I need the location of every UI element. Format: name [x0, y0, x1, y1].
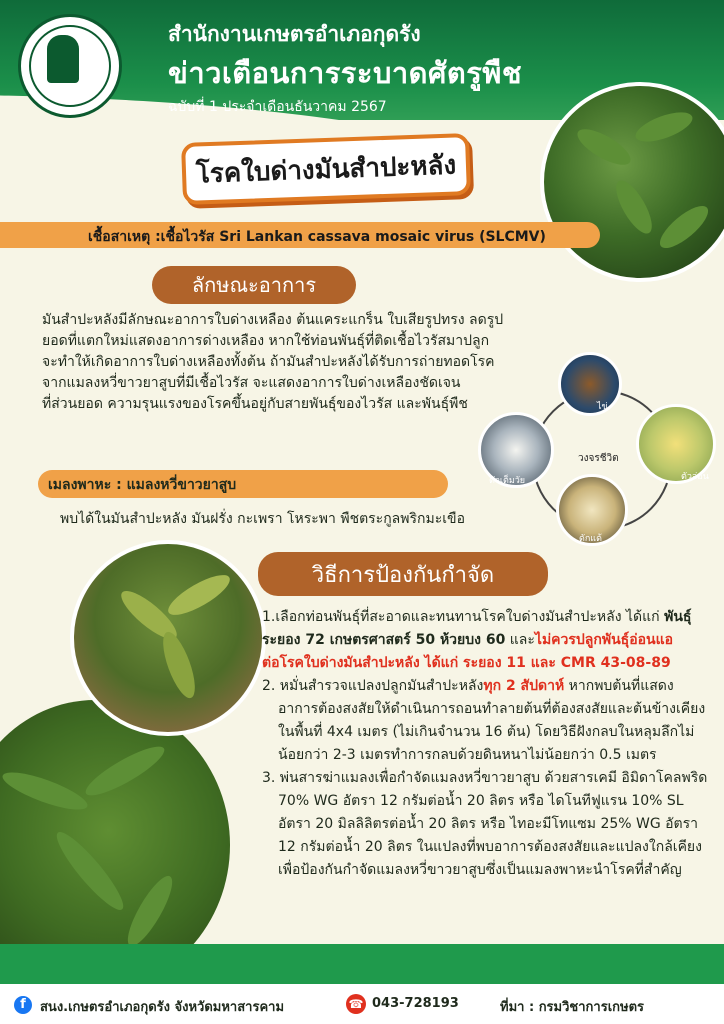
footer-source: ที่มา : กรมวิชาการเกษตร	[500, 1000, 644, 1015]
step-1-line-2	[262, 629, 712, 652]
step-2-line-1	[262, 675, 712, 698]
egg-photo	[558, 352, 622, 416]
step-1-and: และ	[505, 632, 535, 648]
pupa-photo	[556, 474, 628, 546]
nymph-photo	[636, 404, 716, 484]
symptom-line: มันสำปะหลังมีลักษณะอาการใบด่างเหลือง ต้นแคระแกร็น ใบเสียรูปทรง ลดรูป	[42, 312, 504, 328]
infected-leaf-photo	[70, 540, 266, 736]
step-2-text: 2. หมั่นสำรวจแปลงปลูกมันสำปะหลัง	[262, 678, 484, 694]
step-1-line-1	[262, 606, 712, 629]
egg-label: ไข่	[597, 402, 608, 412]
headline: ข่าวเตือนการระบาดศัตรูพืช	[168, 56, 523, 90]
footer-phone[interactable]: 043-728193	[372, 996, 459, 1011]
footer-office-link[interactable]: สนง.เกษตรอำเภอกุดรัง จังหวัดมหาสารคาม	[40, 1000, 285, 1015]
pupa-label: ดักแด้	[579, 534, 602, 544]
symptom-line: ที่ส่วนยอด ความรุนแรงของโรคขึ้นอยู่กับสายพันธุ์ของไวรัส และพันธุ์พืช	[42, 396, 468, 412]
symptom-line: จะทำให้เกิดอาการใบด่างเหลืองทั้งต้น ถ้ามันสำปะหลังได้รับการถ่ายทอดโรค	[42, 354, 495, 370]
adult-label: ตัวเต็มวัย	[489, 476, 526, 486]
step-3-line: 70% WG อัตรา 12 กรัมต่อน้ำ 20 ลิตร หรือ ไดโนทีฟูแรน 10% SL	[278, 793, 684, 809]
facebook-icon[interactable]: f	[14, 996, 32, 1014]
agriculture-extension-logo	[18, 14, 122, 118]
office-name: สำนักงานเกษตรอำเภอกุดรัง	[168, 22, 421, 46]
adult-photo	[478, 412, 554, 488]
prevention-heading: วิธีการป้องกันกำจัด	[258, 552, 548, 596]
step-2-line: ในพื้นที่ 4x4 เมตร (ไม่เกินจำนวน 16 ต้น) โดยวิธีฝังกลบในหลุมลึกไม่	[278, 724, 695, 740]
symptom-line: จากแมลงหวี่ขาวยาสูบที่มีเชื้อไวรัส จะแสดงอาการใบด่างเหลืองชัดเจน	[42, 375, 461, 391]
step-2-line: อาการต้องสงสัยให้ดำเนินการถอนทำลายต้นที่ต้องสงสัยและต้นข้างเคียง	[278, 701, 706, 717]
step-2-frequency: ทุก 2 สัปดาห์	[483, 678, 565, 694]
hosts-text: พบได้ในมันสำปะหลัง มันฝรั่ง กะเพรา โหระพา พืชตระกูลพริกมะเขือ	[60, 511, 465, 527]
cause-text: เชื้อสาเหตุ :เชื้อไวรัส Sri Lankan cassava mosaic virus (SLCMV)	[88, 229, 546, 245]
step-3-line: อัตรา 20 มิลลิลิตรต่อน้ำ 20 ลิตร หรือ ไทอะมีโทแซม 25% WG อัตรา	[278, 816, 699, 832]
step-3-line: 3. พ่นสารฆ่าแมลงเพื่อกำจัดแมลงหวี่ขาวยาสูบ ด้วยสารเคมี อิมิดาโคลพริด	[262, 770, 708, 786]
step-1-text: 1.เลือกท่อนพันธุ์ที่สะอาดและทนทานโรคใบด่างมันสำปะหลัง ได้แก่	[262, 609, 665, 625]
step-1-warning: ไม่ควรปลูกพันธุ์อ่อนแอ	[534, 632, 674, 648]
symptoms-text	[42, 310, 504, 415]
prevention-steps	[262, 606, 712, 882]
nymph-label: ตัวอ่อน	[681, 472, 709, 482]
step-1-line-3: ต่อโรคใบด่างมันสำปะหลัง ได้แก่ ระยอง 11 และ CMR 43-08-89	[262, 655, 671, 671]
symptom-line: ยอดที่แตกใหม่แสดงอาการด่างเหลือง หากใช้ท่อนพันธุ์ที่ติดเชื้อไวรัสมาปลูก	[42, 333, 490, 349]
step-1-varieties: ระยอง 72 เกษตรศาสตร์ 50 ห้วยบง 60	[262, 632, 506, 648]
logo-figure	[47, 35, 79, 83]
step-1-bold: พันธุ์	[664, 609, 692, 625]
step-3-line: 12 กรัมต่อน้ำ 20 ลิตร ในแปลงที่พบอาการต้องสงสัยและแปลงใกล้เคียง	[278, 839, 702, 855]
issue-info: ฉบับที่ 1 ประจำเดือนธันวาคม 2567	[168, 99, 387, 115]
step-2-line: น้อยกว่า 2-3 เมตรทำการกลบด้วยดินหนาไม่น้อยกว่า 0.5 เมตร	[278, 747, 657, 763]
page-title: โรคใบด่างมันสำปะหลัง	[181, 133, 471, 205]
step-2-text-end: หากพบต้นที่แสดง	[564, 678, 674, 694]
step-3-line: เพื่อป้องกันกำจัดแมลงหวี่ขาวยาสูบซึ่งเป็นแมลงพาหะนำโรคที่สำคัญ	[278, 862, 682, 878]
symptoms-heading: ลักษณะอาการ	[152, 266, 356, 304]
lifecycle-center-label: วงจรชีวิต	[578, 453, 619, 464]
cassava-field-photo	[540, 82, 724, 282]
phone-icon: ☎	[346, 994, 366, 1014]
vector-text: เมลงพาหะ : แมลงหวี่ขาวยาสูบ	[48, 477, 237, 493]
